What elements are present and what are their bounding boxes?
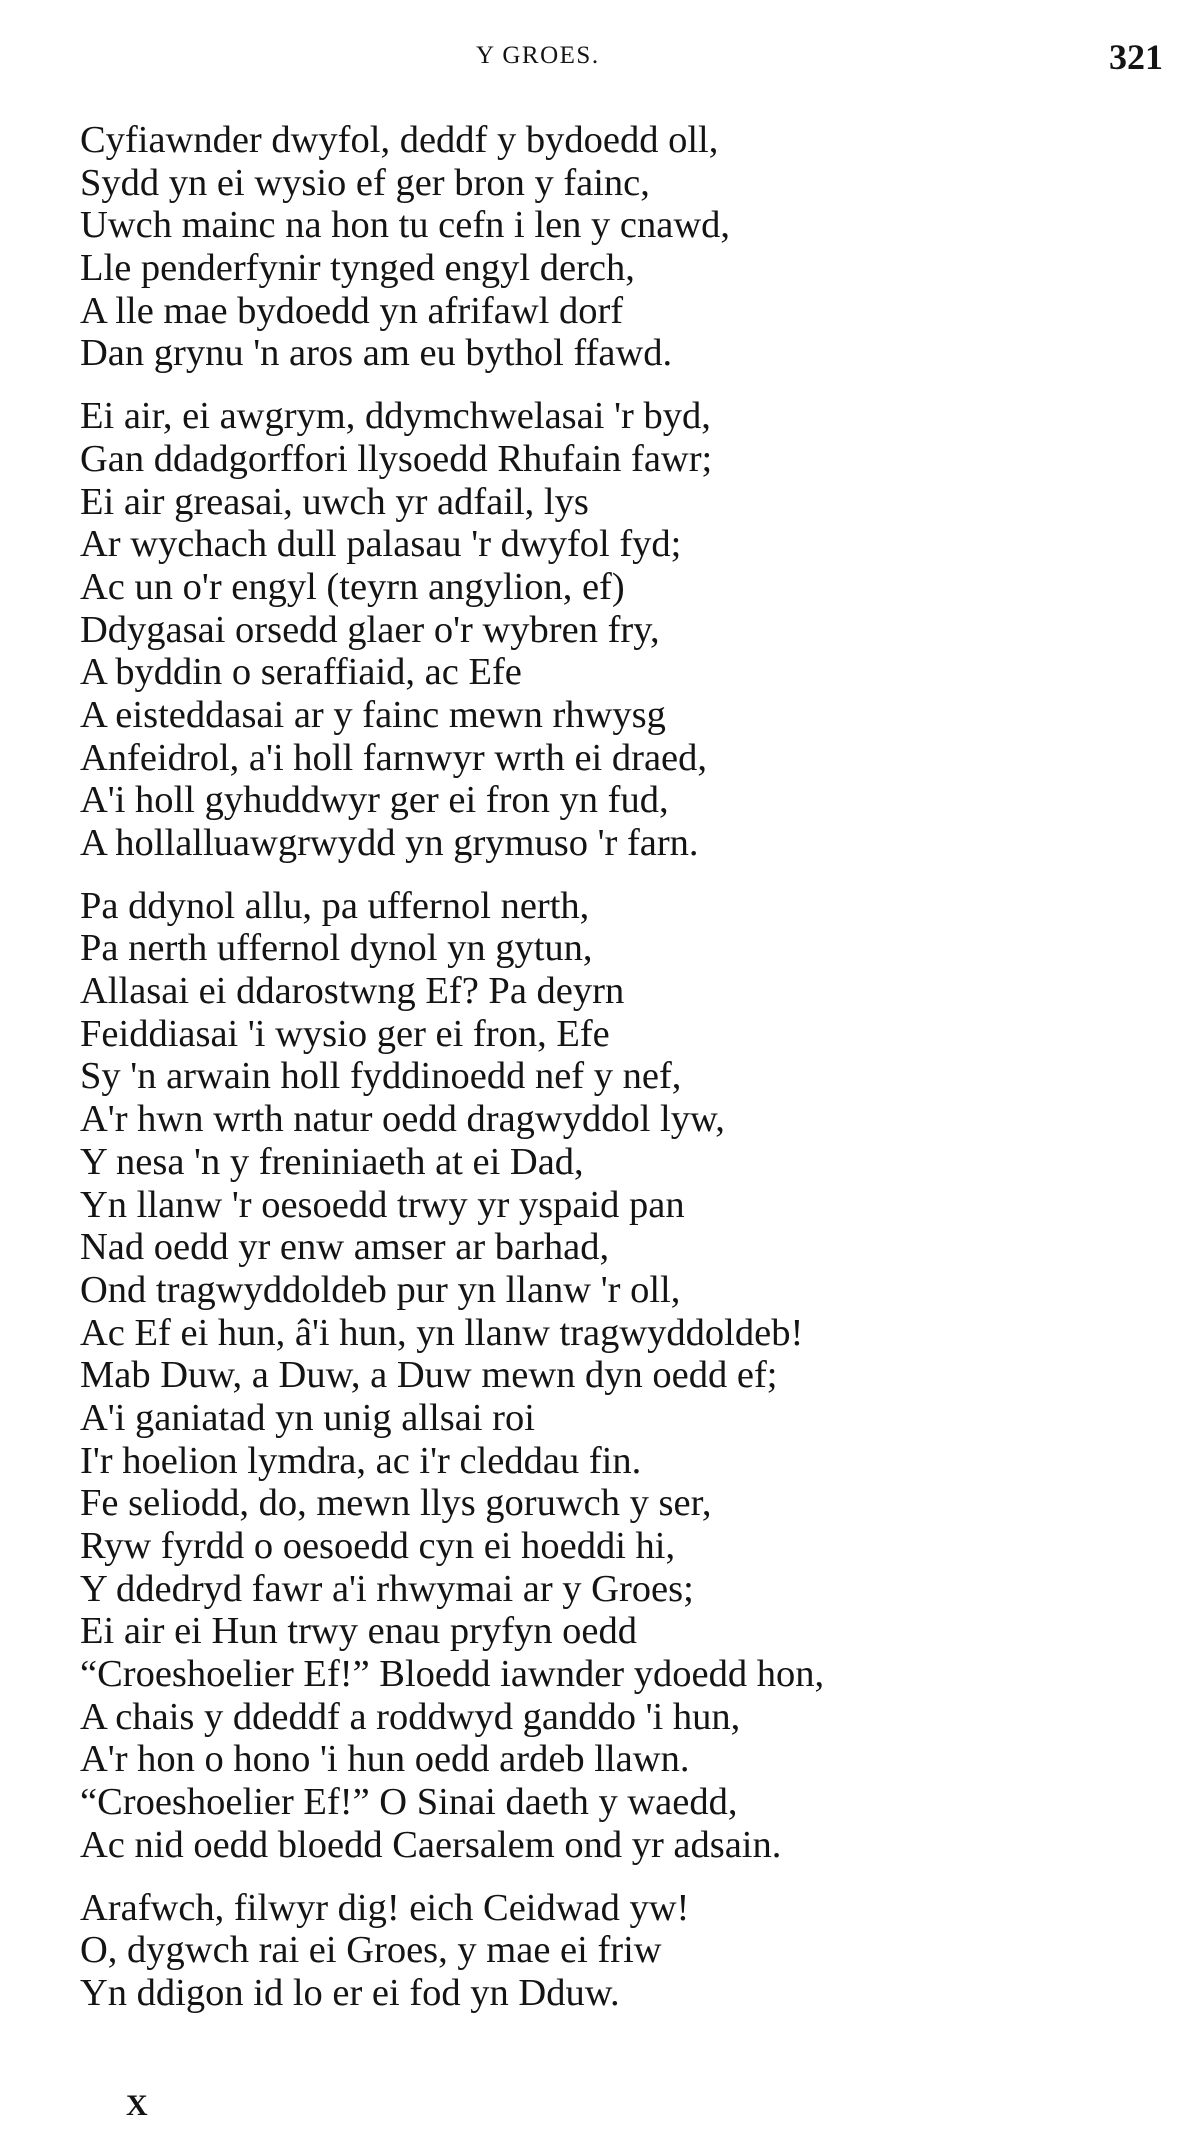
poem-line: Anfeidrol, a'i holl farnwyr wrth ei draed, xyxy=(80,736,707,779)
poem-line: Fe seliodd, do, mewn llys goruwch y ser, xyxy=(80,1482,712,1525)
poem-line: O, dygwch rai ei Groes, y mae ei friw xyxy=(80,1929,662,1972)
poem-line: A'i ganiatad yn unig allsai roi xyxy=(80,1396,535,1439)
poem-line: Ac un o'r engyl (teyrn angylion, ef) xyxy=(80,565,625,608)
poem-line: A'i holl gyhuddwyr ger ei fron yn fud, xyxy=(80,779,669,822)
poem-line: A'r hwn wrth natur oedd dragwyddol lyw, xyxy=(80,1098,725,1141)
poem-line: Ddygasai orsedd glaer o'r wybren fry, xyxy=(80,608,660,651)
poem-line: Lle penderfynir tynged engyl derch, xyxy=(80,247,635,290)
poem-line: “Croeshoelier Ef!” Bloedd iawnder ydoedd hon, xyxy=(80,1653,825,1696)
poem-body xyxy=(80,119,1160,2035)
poem-line: A'r hon o hono 'i hun oedd ardeb llawn. xyxy=(80,1738,690,1781)
poem-line: A lle mae bydoedd yn afrifawl dorf xyxy=(80,289,624,332)
poem-line: Sydd yn ei wysio ef ger bron y fainc, xyxy=(80,161,650,204)
poem-line: Pa ddynol allu, pa uffernol nerth, xyxy=(80,884,590,927)
poem-line: A chais y ddeddf a roddwyd ganddo 'i hun, xyxy=(80,1695,741,1738)
stanza-1 xyxy=(80,119,1160,375)
signature-mark: X xyxy=(126,2089,148,2122)
poem-line: Arafwch, filwyr dig! eich Ceidwad yw! xyxy=(80,1886,690,1929)
poem-line: Allasai ei ddarostwng Ef? Pa deyrn xyxy=(80,970,625,1013)
poem-line: A eisteddasai ar y fainc mewn rhwysg xyxy=(80,693,666,736)
poem-line: Y ddedryd fawr a'i rhwymai ar y Groes; xyxy=(80,1567,694,1610)
running-head xyxy=(0,37,1179,82)
poem-line: Feiddiasai 'i wysio ger ei fron, Efe xyxy=(80,1012,610,1055)
running-title: Y GROES. xyxy=(476,42,600,69)
poem-line: A hollalluawgrwydd yn grymuso 'r farn. xyxy=(80,822,699,864)
poem-line: Cyfiawnder dwyfol, deddf y bydoedd oll, xyxy=(80,119,719,161)
poem-line: A byddin o seraffiaid, ac Efe xyxy=(80,651,522,694)
poem-line: Ar wychach dull palasau 'r dwyfol fyd; xyxy=(80,523,682,566)
poem-line: Ei air, ei awgrym, ddymchwelasai 'r byd, xyxy=(80,395,711,438)
poem-line: Uwch mainc na hon tu cefn i len y cnawd, xyxy=(80,204,731,247)
poem-line: Ac nid oedd bloedd Caersalem ond yr adsain. xyxy=(80,1823,782,1866)
stanza-2 xyxy=(80,395,1160,865)
poem-line: Ac Ef ei hun, â'i hun, yn llanw tragwyddoldeb! xyxy=(80,1311,804,1354)
poem-line: Pa nerth uffernol dynol yn gytun, xyxy=(80,927,593,970)
poem-line: Ond tragwyddoldeb pur yn llanw 'r oll, xyxy=(80,1268,681,1311)
poem-line: Ryw fyrdd o oesoedd cyn ei hoeddi hi, xyxy=(80,1525,676,1567)
poem-line: Yn ddigon id lo er ei fod yn Dduw. xyxy=(80,1971,620,2014)
poem-line: Yn llanw 'r oesoedd trwy yr yspaid pan xyxy=(80,1183,685,1226)
page-number: 321 xyxy=(1109,37,1163,77)
stanza-4 xyxy=(80,1887,1160,2015)
poem-line: Ei air greasai, uwch yr adfail, lys xyxy=(80,480,589,523)
poem-line: Sy 'n arwain holl fyddinoedd nef y nef, xyxy=(80,1055,682,1098)
poem-line: “Croeshoelier Ef!” O Sinai daeth y waedd, xyxy=(80,1781,738,1824)
poem-line: Ei air ei Hun trwy enau pryfyn oedd xyxy=(80,1610,638,1653)
poem-line: Nad oedd yr enw amser ar barhad, xyxy=(80,1226,610,1269)
stanza-3 xyxy=(80,885,1160,1867)
poem-line: Gan ddadgorffori llysoedd Rhufain fawr; xyxy=(80,437,713,480)
poem-line: I'r hoelion lymdra, ac i'r cleddau fin. xyxy=(80,1439,642,1482)
poem-line: Dan grynu 'n aros am eu bythol ffawd. xyxy=(80,332,673,375)
poem-line: Y nesa 'n y freniniaeth at ei Dad, xyxy=(80,1140,584,1183)
poem-line: Mab Duw, a Duw, a Duw mewn dyn oedd ef; xyxy=(80,1354,778,1397)
